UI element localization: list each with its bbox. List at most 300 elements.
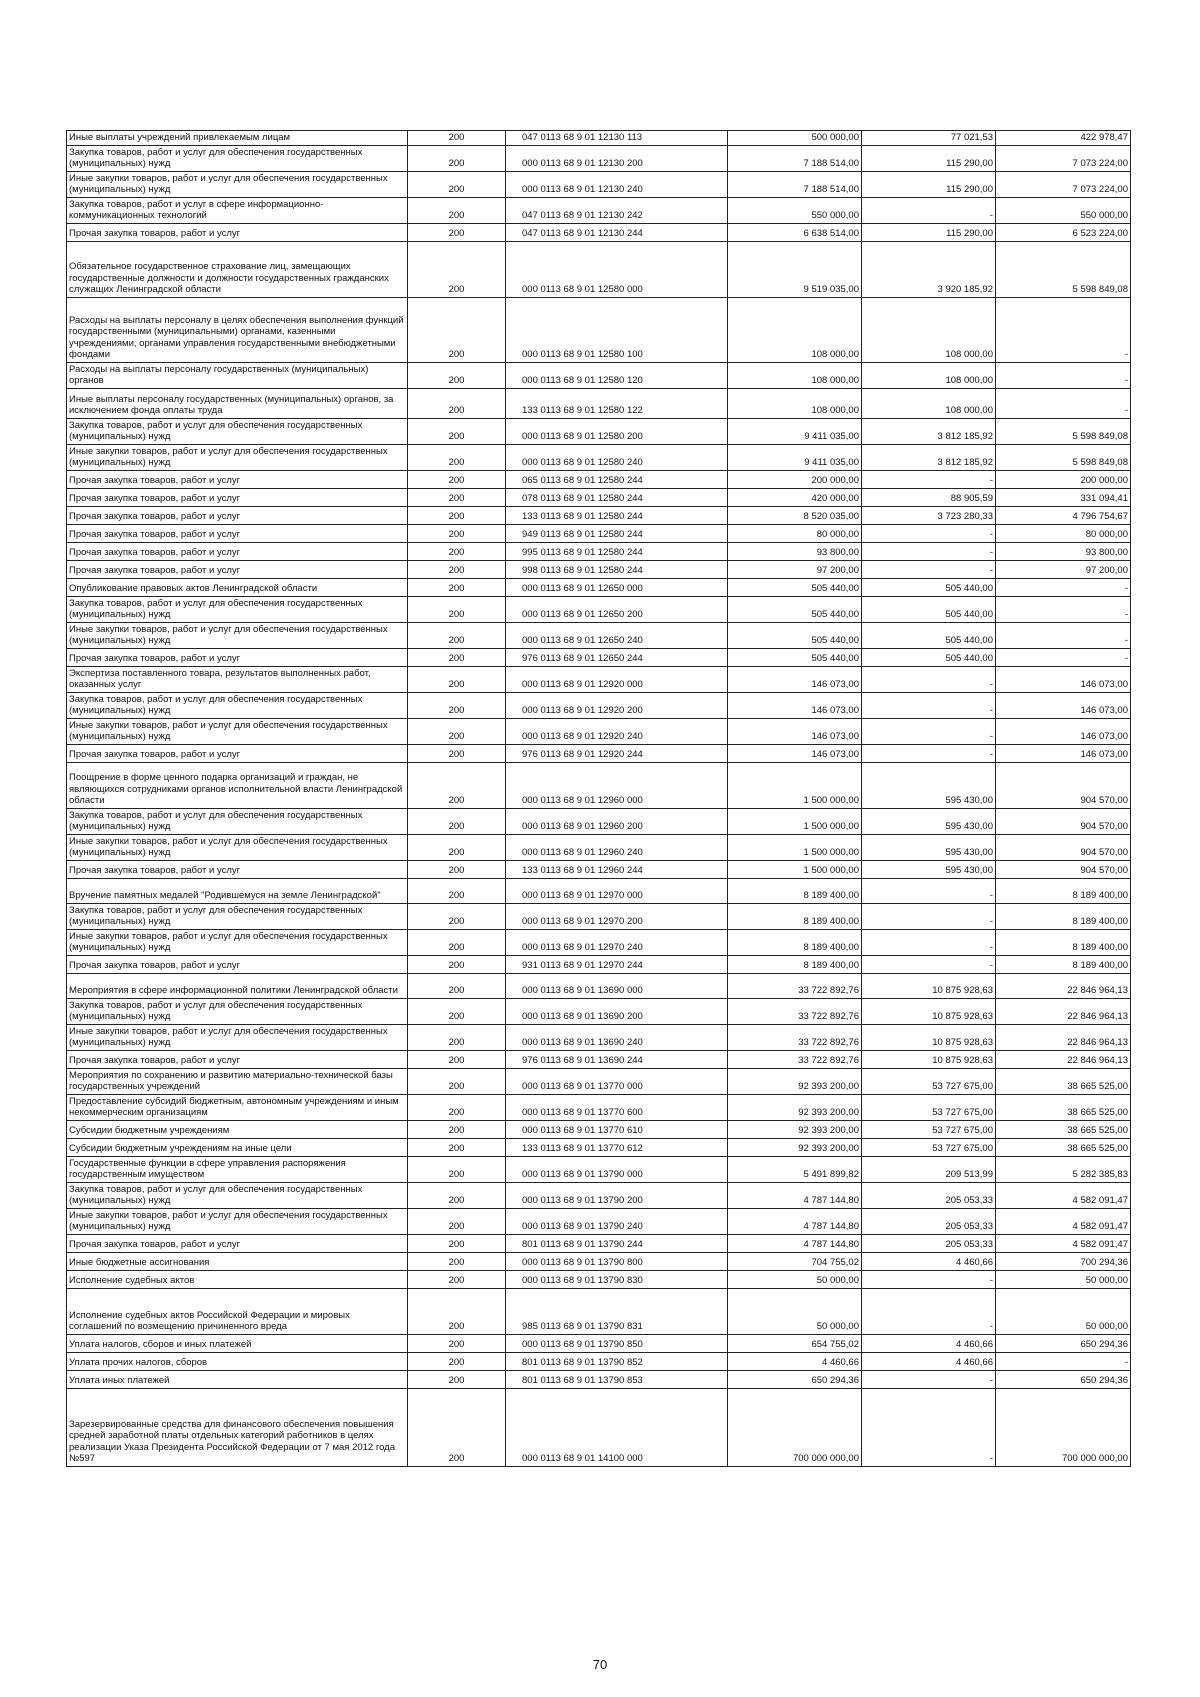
row-budget-code: 000 0113 68 9 01 13790 850 xyxy=(506,1334,728,1352)
table-row xyxy=(67,1370,1131,1388)
row-executed: 3 812 185,92 xyxy=(862,418,996,444)
table-row xyxy=(67,506,1131,524)
row-remaining: - xyxy=(996,1352,1131,1370)
row-executed: - xyxy=(862,666,996,692)
row-name: Закупка товаров, работ и услуг для обеспечения государственных (муниципальных) нужд xyxy=(67,418,408,444)
row-line-code: 200 xyxy=(408,744,506,762)
row-budget-code: 000 0113 68 9 01 12650 240 xyxy=(506,622,728,648)
row-budget-code: 976 0113 68 9 01 12920 244 xyxy=(506,744,728,762)
row-executed: 505 440,00 xyxy=(862,596,996,622)
row-approved: 500 000,00 xyxy=(728,131,862,146)
row-executed: 205 053,33 xyxy=(862,1208,996,1234)
row-executed: 53 727 675,00 xyxy=(862,1068,996,1094)
row-budget-code: 133 0113 68 9 01 13770 612 xyxy=(506,1138,728,1156)
row-approved: 50 000,00 xyxy=(728,1288,862,1334)
row-line-code: 200 xyxy=(408,506,506,524)
row-approved: 92 393 200,00 xyxy=(728,1094,862,1120)
row-name: Закупка товаров, работ и услуг для обеспечения государственных (муниципальных) нужд xyxy=(67,145,408,171)
row-approved: 80 000,00 xyxy=(728,524,862,542)
row-budget-code: 065 0113 68 9 01 12580 244 xyxy=(506,470,728,488)
row-line-code: 200 xyxy=(408,1208,506,1234)
row-executed: 595 430,00 xyxy=(862,834,996,860)
row-name: Мероприятия по сохранению и развитию материально-технической базы государственных учреждений xyxy=(67,1068,408,1094)
row-line-code: 200 xyxy=(408,878,506,903)
row-line-code: 200 xyxy=(408,1234,506,1252)
row-remaining: 650 294,36 xyxy=(996,1370,1131,1388)
row-approved: 505 440,00 xyxy=(728,622,862,648)
row-approved: 1 500 000,00 xyxy=(728,762,862,808)
row-approved: 4 460,66 xyxy=(728,1352,862,1370)
row-executed: 77 021,53 xyxy=(862,131,996,146)
row-remaining: - xyxy=(996,622,1131,648)
table-row xyxy=(67,470,1131,488)
row-line-code: 200 xyxy=(408,1270,506,1288)
row-line-code: 200 xyxy=(408,223,506,241)
row-name: Иные закупки товаров, работ и услуг для обеспечения государственных (муниципальных) нужд xyxy=(67,834,408,860)
row-budget-code: 801 0113 68 9 01 13790 244 xyxy=(506,1234,728,1252)
row-budget-code: 000 0113 68 9 01 12580 120 xyxy=(506,362,728,388)
row-budget-code: 949 0113 68 9 01 12580 244 xyxy=(506,524,728,542)
row-executed: 209 513,99 xyxy=(862,1156,996,1182)
row-line-code: 200 xyxy=(408,1024,506,1050)
table-row xyxy=(67,223,1131,241)
row-remaining: 550 000,00 xyxy=(996,197,1131,223)
row-executed: 595 430,00 xyxy=(862,860,996,878)
row-remaining: 4 582 091,47 xyxy=(996,1182,1131,1208)
table-row xyxy=(67,692,1131,718)
row-budget-code: 000 0113 68 9 01 13790 800 xyxy=(506,1252,728,1270)
row-name: Прочая закупка товаров, работ и услуг xyxy=(67,506,408,524)
row-budget-code: 047 0113 68 9 01 12130 113 xyxy=(506,131,728,146)
row-name: Иные закупки товаров, работ и услуг для обеспечения государственных (муниципальных) нужд xyxy=(67,622,408,648)
row-line-code: 200 xyxy=(408,596,506,622)
row-budget-code: 801 0113 68 9 01 13790 852 xyxy=(506,1352,728,1370)
table-row xyxy=(67,444,1131,470)
table-row xyxy=(67,542,1131,560)
row-approved: 146 073,00 xyxy=(728,692,862,718)
row-remaining: 904 570,00 xyxy=(996,860,1131,878)
row-remaining: 904 570,00 xyxy=(996,834,1131,860)
row-name: Иные выплаты учреждений привлекаемым лицам xyxy=(67,131,408,146)
row-name: Расходы на выплаты персоналу в целях обеспечения выполнения функций государственными (муниципальными) органами, казенными учреждениями, органами управления государственными внебюджетными фондами xyxy=(67,297,408,362)
table-row xyxy=(67,998,1131,1024)
row-name: Прочая закупка товаров, работ и услуг xyxy=(67,542,408,560)
table-row xyxy=(67,418,1131,444)
row-name: Исполнение судебных актов Российской Федерации и мировых соглашений по возмещению причиненного вреда xyxy=(67,1288,408,1334)
row-approved: 33 722 892,76 xyxy=(728,1050,862,1068)
table-row xyxy=(67,973,1131,998)
row-name: Вручение памятных медалей "Родившемуся на земле Ленинградской" xyxy=(67,878,408,903)
row-line-code: 200 xyxy=(408,666,506,692)
table-row xyxy=(67,955,1131,973)
row-line-code: 200 xyxy=(408,542,506,560)
row-remaining: 7 073 224,00 xyxy=(996,145,1131,171)
row-approved: 92 393 200,00 xyxy=(728,1068,862,1094)
row-line-code: 200 xyxy=(408,560,506,578)
row-executed: 10 875 928,63 xyxy=(862,973,996,998)
row-budget-code: 000 0113 68 9 01 12130 200 xyxy=(506,145,728,171)
table-row xyxy=(67,1334,1131,1352)
row-budget-code: 976 0113 68 9 01 13690 244 xyxy=(506,1050,728,1068)
row-name: Закупка товаров, работ и услуг для обеспечения государственных (муниципальных) нужд xyxy=(67,903,408,929)
row-name: Зарезервированные средства для финансового обеспечения повышения средней заработной платы отдельных категорий работников в целях реализации Указа Президента Российской Федерации от 7 мая 2012 года №597 xyxy=(67,1388,408,1466)
row-name: Иные закупки товаров, работ и услуг для обеспечения государственных (муниципальных) нужд xyxy=(67,718,408,744)
row-remaining: 146 073,00 xyxy=(996,718,1131,744)
row-remaining: 146 073,00 xyxy=(996,692,1131,718)
row-approved: 700 000 000,00 xyxy=(728,1388,862,1466)
row-remaining: 146 073,00 xyxy=(996,666,1131,692)
row-name: Иные бюджетные ассигнования xyxy=(67,1252,408,1270)
row-line-code: 200 xyxy=(408,470,506,488)
row-line-code: 200 xyxy=(408,955,506,973)
row-name: Иные закупки товаров, работ и услуг для обеспечения государственных (муниципальных) нужд xyxy=(67,444,408,470)
row-approved: 8 189 400,00 xyxy=(728,903,862,929)
row-name: Закупка товаров, работ и услуг в сфере информационно-коммуникационных технологий xyxy=(67,197,408,223)
row-budget-code: 000 0113 68 9 01 13690 200 xyxy=(506,998,728,1024)
row-remaining: 97 200,00 xyxy=(996,560,1131,578)
row-name: Закупка товаров, работ и услуг для обеспечения государственных (муниципальных) нужд xyxy=(67,1182,408,1208)
row-remaining: 93 800,00 xyxy=(996,542,1131,560)
table-row xyxy=(67,524,1131,542)
row-approved: 9 411 035,00 xyxy=(728,444,862,470)
row-approved: 650 294,36 xyxy=(728,1370,862,1388)
row-line-code: 200 xyxy=(408,1334,506,1352)
table-row xyxy=(67,1024,1131,1050)
table-row xyxy=(67,1156,1131,1182)
row-name: Уплата прочих налогов, сборов xyxy=(67,1352,408,1370)
row-line-code: 200 xyxy=(408,1388,506,1466)
row-executed: 3 920 185,92 xyxy=(862,241,996,297)
row-approved: 97 200,00 xyxy=(728,560,862,578)
row-budget-code: 000 0113 68 9 01 12960 200 xyxy=(506,808,728,834)
row-line-code: 200 xyxy=(408,622,506,648)
row-executed: - xyxy=(862,692,996,718)
row-line-code: 200 xyxy=(408,524,506,542)
row-budget-code: 000 0113 68 9 01 12580 000 xyxy=(506,241,728,297)
row-approved: 505 440,00 xyxy=(728,578,862,596)
row-remaining: 22 846 964,13 xyxy=(996,998,1131,1024)
row-remaining: - xyxy=(996,596,1131,622)
row-line-code: 200 xyxy=(408,718,506,744)
row-line-code: 200 xyxy=(408,1182,506,1208)
row-name: Прочая закупка товаров, работ и услуг xyxy=(67,524,408,542)
table-row xyxy=(67,560,1131,578)
row-executed: 115 290,00 xyxy=(862,171,996,197)
row-remaining: 4 796 754,67 xyxy=(996,506,1131,524)
row-approved: 33 722 892,76 xyxy=(728,973,862,998)
row-line-code: 200 xyxy=(408,241,506,297)
row-budget-code: 000 0113 68 9 01 12650 200 xyxy=(506,596,728,622)
row-executed: 205 053,33 xyxy=(862,1182,996,1208)
row-line-code: 200 xyxy=(408,929,506,955)
row-executed: 3 812 185,92 xyxy=(862,444,996,470)
row-executed: - xyxy=(862,524,996,542)
row-name: Иные закупки товаров, работ и услуг для обеспечения государственных (муниципальных) нужд xyxy=(67,171,408,197)
row-remaining: 5 282 385,83 xyxy=(996,1156,1131,1182)
row-approved: 420 000,00 xyxy=(728,488,862,506)
table-row xyxy=(67,1208,1131,1234)
row-budget-code: 000 0113 68 9 01 12920 240 xyxy=(506,718,728,744)
row-remaining: 700 000 000,00 xyxy=(996,1388,1131,1466)
table-row xyxy=(67,718,1131,744)
row-approved: 7 188 514,00 xyxy=(728,171,862,197)
row-name: Прочая закупка товаров, работ и услуг xyxy=(67,744,408,762)
row-executed: 4 460,66 xyxy=(862,1252,996,1270)
row-executed: - xyxy=(862,560,996,578)
row-executed: 595 430,00 xyxy=(862,762,996,808)
row-approved: 505 440,00 xyxy=(728,596,862,622)
row-line-code: 200 xyxy=(408,973,506,998)
table-row xyxy=(67,171,1131,197)
row-approved: 8 189 400,00 xyxy=(728,878,862,903)
row-executed: - xyxy=(862,542,996,560)
row-line-code: 200 xyxy=(408,648,506,666)
row-executed: 115 290,00 xyxy=(862,145,996,171)
table-row xyxy=(67,903,1131,929)
table-row xyxy=(67,860,1131,878)
row-remaining: 22 846 964,13 xyxy=(996,1050,1131,1068)
row-line-code: 200 xyxy=(408,998,506,1024)
row-remaining: 38 665 525,00 xyxy=(996,1138,1131,1156)
row-budget-code: 000 0113 68 9 01 13790 830 xyxy=(506,1270,728,1288)
row-line-code: 200 xyxy=(408,903,506,929)
row-approved: 50 000,00 xyxy=(728,1270,862,1288)
row-remaining: 8 189 400,00 xyxy=(996,878,1131,903)
row-line-code: 200 xyxy=(408,808,506,834)
row-name: Расходы на выплаты персоналу государственных (муниципальных) органов xyxy=(67,362,408,388)
row-remaining: 80 000,00 xyxy=(996,524,1131,542)
table-row xyxy=(67,878,1131,903)
row-budget-code: 000 0113 68 9 01 12580 100 xyxy=(506,297,728,362)
row-remaining: 650 294,36 xyxy=(996,1334,1131,1352)
row-budget-code: 000 0113 68 9 01 13770 600 xyxy=(506,1094,728,1120)
page-number: 70 xyxy=(592,1657,608,1672)
row-approved: 654 755,02 xyxy=(728,1334,862,1352)
row-remaining: - xyxy=(996,578,1131,596)
table-row xyxy=(67,145,1131,171)
table-row xyxy=(67,1050,1131,1068)
row-budget-code: 931 0113 68 9 01 12970 244 xyxy=(506,955,728,973)
row-name: Закупка товаров, работ и услуг для обеспечения государственных (муниципальных) нужд xyxy=(67,998,408,1024)
row-line-code: 200 xyxy=(408,297,506,362)
row-remaining: - xyxy=(996,297,1131,362)
row-name: Прочая закупка товаров, работ и услуг xyxy=(67,648,408,666)
row-approved: 146 073,00 xyxy=(728,744,862,762)
row-budget-code: 000 0113 68 9 01 12960 240 xyxy=(506,834,728,860)
row-budget-code: 000 0113 68 9 01 13790 240 xyxy=(506,1208,728,1234)
row-budget-code: 000 0113 68 9 01 13770 000 xyxy=(506,1068,728,1094)
row-executed: 505 440,00 xyxy=(862,648,996,666)
row-budget-code: 000 0113 68 9 01 13770 610 xyxy=(506,1120,728,1138)
row-approved: 4 787 144,80 xyxy=(728,1208,862,1234)
row-remaining: 700 294,36 xyxy=(996,1252,1131,1270)
row-line-code: 200 xyxy=(408,171,506,197)
row-budget-code: 000 0113 68 9 01 12960 000 xyxy=(506,762,728,808)
row-approved: 92 393 200,00 xyxy=(728,1120,862,1138)
row-budget-code: 047 0113 68 9 01 12130 242 xyxy=(506,197,728,223)
row-line-code: 200 xyxy=(408,444,506,470)
row-approved: 92 393 200,00 xyxy=(728,1138,862,1156)
row-budget-code: 976 0113 68 9 01 12650 244 xyxy=(506,648,728,666)
row-remaining: 904 570,00 xyxy=(996,762,1131,808)
row-executed: 53 727 675,00 xyxy=(862,1138,996,1156)
table-row xyxy=(67,744,1131,762)
row-remaining: 904 570,00 xyxy=(996,808,1131,834)
row-line-code: 200 xyxy=(408,1370,506,1388)
row-name: Закупка товаров, работ и услуг для обеспечения государственных (муниципальных) нужд xyxy=(67,692,408,718)
row-remaining: 22 846 964,13 xyxy=(996,1024,1131,1050)
table-row xyxy=(67,297,1131,362)
row-executed: - xyxy=(862,878,996,903)
row-budget-code: 000 0113 68 9 01 12130 240 xyxy=(506,171,728,197)
table-row xyxy=(67,666,1131,692)
table-row xyxy=(67,362,1131,388)
row-remaining: 5 598 849,08 xyxy=(996,241,1131,297)
row-approved: 704 755,02 xyxy=(728,1252,862,1270)
table-row xyxy=(67,648,1131,666)
row-approved: 8 189 400,00 xyxy=(728,955,862,973)
row-name: Субсидии бюджетным учреждениям на иные цели xyxy=(67,1138,408,1156)
row-budget-code: 998 0113 68 9 01 12580 244 xyxy=(506,560,728,578)
row-approved: 1 500 000,00 xyxy=(728,860,862,878)
row-remaining: 146 073,00 xyxy=(996,744,1131,762)
table-row xyxy=(67,388,1131,418)
row-budget-code: 000 0113 68 9 01 12580 200 xyxy=(506,418,728,444)
row-budget-code: 000 0113 68 9 01 13690 000 xyxy=(506,973,728,998)
row-approved: 4 787 144,80 xyxy=(728,1182,862,1208)
row-name: Экспертиза поставленного товара, результатов выполненных работ, оказанных услуг xyxy=(67,666,408,692)
row-executed: - xyxy=(862,470,996,488)
row-remaining: 4 582 091,47 xyxy=(996,1234,1131,1252)
row-executed: 53 727 675,00 xyxy=(862,1120,996,1138)
row-name: Предоставление субсидий бюджетным, автономным учреждениям и иным некоммерческим организациям xyxy=(67,1094,408,1120)
row-name: Исполнение судебных актов xyxy=(67,1270,408,1288)
row-name: Иные закупки товаров, работ и услуг для обеспечения государственных (муниципальных) нужд xyxy=(67,1208,408,1234)
row-remaining: 22 846 964,13 xyxy=(996,973,1131,998)
row-name: Уплата иных платежей xyxy=(67,1370,408,1388)
table-row xyxy=(67,1068,1131,1094)
row-approved: 146 073,00 xyxy=(728,666,862,692)
table-body xyxy=(67,131,1131,1467)
row-line-code: 200 xyxy=(408,1094,506,1120)
row-executed: - xyxy=(862,718,996,744)
row-approved: 200 000,00 xyxy=(728,470,862,488)
row-budget-code: 133 0113 68 9 01 12580 244 xyxy=(506,506,728,524)
row-remaining: 4 582 091,47 xyxy=(996,1208,1131,1234)
row-remaining: 38 665 525,00 xyxy=(996,1094,1131,1120)
row-line-code: 200 xyxy=(408,197,506,223)
row-approved: 93 800,00 xyxy=(728,542,862,560)
row-executed: 4 460,66 xyxy=(862,1352,996,1370)
budget-execution-table xyxy=(66,130,1131,1467)
row-remaining: - xyxy=(996,362,1131,388)
row-name: Иные выплаты персоналу государственных (муниципальных) органов, за исключением фонда оплаты труда xyxy=(67,388,408,418)
row-approved: 9 519 035,00 xyxy=(728,241,862,297)
row-remaining: 8 189 400,00 xyxy=(996,929,1131,955)
row-line-code: 200 xyxy=(408,692,506,718)
row-budget-code: 078 0113 68 9 01 12580 244 xyxy=(506,488,728,506)
row-budget-code: 000 0113 68 9 01 12920 200 xyxy=(506,692,728,718)
row-approved: 4 787 144,80 xyxy=(728,1234,862,1252)
row-name: Поощрение в форме ценного подарка организаций и граждан, не являющихся сотрудниками органов исполнительной власти Ленинградской области xyxy=(67,762,408,808)
row-executed: 88 905,59 xyxy=(862,488,996,506)
row-executed: - xyxy=(862,744,996,762)
row-executed: 10 875 928,63 xyxy=(862,1050,996,1068)
row-approved: 8 189 400,00 xyxy=(728,929,862,955)
row-line-code: 200 xyxy=(408,1120,506,1138)
row-approved: 108 000,00 xyxy=(728,297,862,362)
row-remaining: 331 094,41 xyxy=(996,488,1131,506)
row-name: Прочая закупка товаров, работ и услуг xyxy=(67,470,408,488)
row-budget-code: 133 0113 68 9 01 12960 244 xyxy=(506,860,728,878)
table-row xyxy=(67,1288,1131,1334)
row-approved: 33 722 892,76 xyxy=(728,998,862,1024)
row-line-code: 200 xyxy=(408,388,506,418)
row-budget-code: 985 0113 68 9 01 13790 831 xyxy=(506,1288,728,1334)
row-name: Прочая закупка товаров, работ и услуг xyxy=(67,1050,408,1068)
row-remaining: 5 598 849,08 xyxy=(996,418,1131,444)
row-executed: 53 727 675,00 xyxy=(862,1094,996,1120)
row-budget-code: 000 0113 68 9 01 13790 000 xyxy=(506,1156,728,1182)
row-line-code: 200 xyxy=(408,762,506,808)
table-row xyxy=(67,1094,1131,1120)
row-executed: - xyxy=(862,1370,996,1388)
row-remaining: 7 073 224,00 xyxy=(996,171,1131,197)
row-approved: 6 638 514,00 xyxy=(728,223,862,241)
row-name: Государственные функции в сфере управления распоряжения государственным имуществом xyxy=(67,1156,408,1182)
row-executed: - xyxy=(862,955,996,973)
row-remaining: 38 665 525,00 xyxy=(996,1068,1131,1094)
row-approved: 7 188 514,00 xyxy=(728,145,862,171)
row-budget-code: 000 0113 68 9 01 12970 000 xyxy=(506,878,728,903)
row-executed: 108 000,00 xyxy=(862,362,996,388)
row-line-code: 200 xyxy=(408,145,506,171)
table-row xyxy=(67,596,1131,622)
row-budget-code: 047 0113 68 9 01 12130 244 xyxy=(506,223,728,241)
row-line-code: 200 xyxy=(408,834,506,860)
row-line-code: 200 xyxy=(408,362,506,388)
row-remaining: - xyxy=(996,388,1131,418)
row-budget-code: 000 0113 68 9 01 14100 000 xyxy=(506,1388,728,1466)
row-approved: 1 500 000,00 xyxy=(728,834,862,860)
table-row xyxy=(67,834,1131,860)
row-approved: 550 000,00 xyxy=(728,197,862,223)
row-name: Уплата налогов, сборов и иных платежей xyxy=(67,1334,408,1352)
row-executed: - xyxy=(862,929,996,955)
row-executed: 108 000,00 xyxy=(862,388,996,418)
row-budget-code: 000 0113 68 9 01 12970 200 xyxy=(506,903,728,929)
row-remaining: 200 000,00 xyxy=(996,470,1131,488)
table-row xyxy=(67,131,1131,146)
row-approved: 505 440,00 xyxy=(728,648,862,666)
row-remaining: 422 978,47 xyxy=(996,131,1131,146)
row-approved: 33 722 892,76 xyxy=(728,1024,862,1050)
row-approved: 146 073,00 xyxy=(728,718,862,744)
row-name: Закупка товаров, работ и услуг для обеспечения государственных (муниципальных) нужд xyxy=(67,596,408,622)
table-row xyxy=(67,622,1131,648)
row-executed: - xyxy=(862,1270,996,1288)
table-row xyxy=(67,1182,1131,1208)
row-approved: 108 000,00 xyxy=(728,388,862,418)
row-budget-code: 133 0113 68 9 01 12580 122 xyxy=(506,388,728,418)
row-name: Прочая закупка товаров, работ и услуг xyxy=(67,488,408,506)
row-line-code: 200 xyxy=(408,1138,506,1156)
row-budget-code: 000 0113 68 9 01 12580 240 xyxy=(506,444,728,470)
row-executed: - xyxy=(862,1388,996,1466)
row-name: Субсидии бюджетным учреждениям xyxy=(67,1120,408,1138)
row-executed: 3 723 280,33 xyxy=(862,506,996,524)
row-budget-code: 000 0113 68 9 01 13790 200 xyxy=(506,1182,728,1208)
